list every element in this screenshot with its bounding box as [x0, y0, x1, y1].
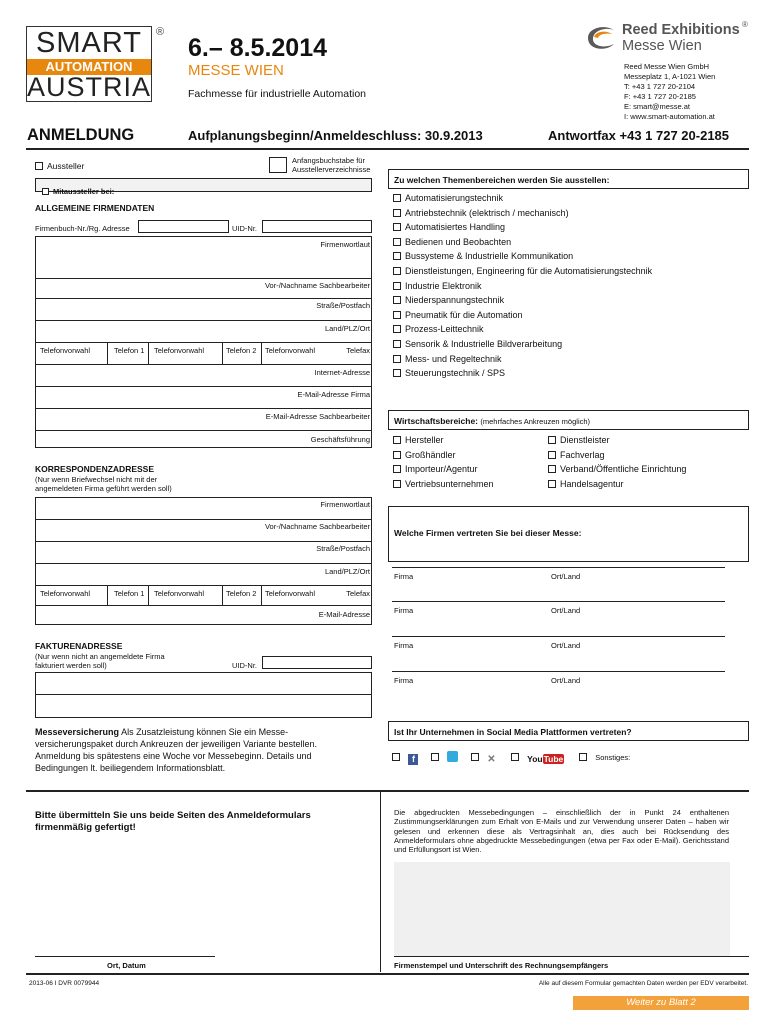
- note-line: (Nur wenn nicht an angemeldete Firma: [35, 652, 165, 661]
- twitter-checkbox[interactable]: [431, 753, 439, 761]
- reed-address-line: F: +43 1 727 20-2185: [624, 92, 696, 101]
- logo-registered: ®: [156, 26, 165, 38]
- aussteller-option[interactable]: [35, 161, 84, 171]
- divider: [107, 342, 108, 364]
- wirtschaft-title: [394, 416, 590, 426]
- korr-email-label: E-Mail-Adresse: [318, 610, 370, 619]
- vorname-label: Vor-/Nachname Sachbearbeiter: [264, 281, 370, 290]
- reed-swoosh-icon: [584, 22, 620, 52]
- bitte-line: Bitte übermitteln Sie uns beide Seiten des Anmeldeformulars: [35, 810, 311, 821]
- reed-address-line: E: smart@messe.at: [624, 102, 690, 111]
- telefon1-label: Telefon 1: [114, 346, 145, 355]
- themen-title: Zu welchen Themenbereichen werden Sie ausstellen:: [394, 175, 610, 185]
- anfangsbuchstabe-box[interactable]: [269, 157, 287, 173]
- themen-label: Antriebstechnik (elektrisch / mechanisch): [405, 207, 569, 218]
- event-subtitle: Fachmesse für industrielle Automation: [188, 88, 367, 100]
- divider: [222, 585, 223, 605]
- firmenwortlaut-label: Firmenwortlaut: [320, 240, 370, 249]
- versicherung-line: Als Zusatzleistung können Sie ein Messe-: [121, 727, 289, 737]
- reed-address-line: Messeplatz 1, A-1021 Wien: [624, 72, 716, 81]
- korr-vorname-label: Vor-/Nachname Sachbearbeiter: [264, 522, 370, 531]
- themen-checkbox[interactable]: [393, 296, 401, 304]
- wirtschaft-checkbox[interactable]: [393, 451, 401, 459]
- reed-sub: Messe Wien: [622, 38, 702, 54]
- divider: [35, 585, 372, 586]
- wirtschaft-checkbox[interactable]: [393, 480, 401, 488]
- logo-austria: AUSTRIA: [27, 72, 152, 102]
- themen-checkbox[interactable]: [393, 252, 401, 260]
- section-rule: [26, 790, 749, 792]
- anfangsbuchstabe-label: [292, 156, 370, 174]
- firma-line[interactable]: [392, 567, 725, 568]
- ortland-label: Ort/Land: [551, 641, 581, 650]
- mitaussteller-checkbox[interactable]: [42, 188, 49, 195]
- themen-option[interactable]: [393, 222, 505, 233]
- telefax-label: Telefax: [346, 346, 370, 355]
- edv-text: Alle auf diesem Formular gemachten Daten werden per EDV verarbeitet.: [538, 980, 748, 987]
- ortland-label: Ort/Land: [551, 676, 581, 685]
- wirtschaft-label: Importeur/Agentur: [405, 464, 478, 475]
- korr-telefonvorwahl3-label: Telefonvorwahl: [265, 589, 316, 598]
- wirtschaft-option[interactable]: [548, 450, 605, 461]
- themen-checkbox[interactable]: [393, 223, 401, 231]
- firma-line[interactable]: [392, 601, 725, 602]
- korr-telefon2-label: Telefon 2: [226, 589, 257, 598]
- uid-input[interactable]: [262, 220, 372, 233]
- wirtschaft-label: Dienstleister: [560, 435, 610, 445]
- telefonvorwahl-label: Telefonvorwahl: [40, 346, 91, 355]
- themen-label: Pneumatik für die Automation: [405, 309, 523, 320]
- wirtschaft-title-label: Wirtschaftsbereiche:: [394, 416, 479, 426]
- divider: [35, 563, 372, 564]
- twitter-icon: [447, 751, 458, 762]
- divider: [35, 278, 372, 279]
- divider: [35, 364, 372, 365]
- firma-label: Firma: [394, 676, 414, 685]
- versicherung-line: Anmeldung bis spätestens eine Woche vor Messebeginn. Details und: [35, 751, 312, 761]
- note-line: angemeldeten Firma geführt werden soll): [35, 484, 172, 493]
- reed-logo: [584, 20, 754, 60]
- stempel-label: Firmenstempel und Unterschrift des Rechnungsempfängers: [394, 961, 609, 970]
- divider: [35, 519, 372, 520]
- deadline: Aufplanungsbeginn/Anmeldeschluss: 30.9.2013: [188, 128, 483, 143]
- themen-option[interactable]: [393, 295, 504, 306]
- themen-checkbox[interactable]: [393, 194, 401, 202]
- divider: [35, 298, 372, 299]
- logo-smart: SMART: [36, 27, 142, 59]
- themen-option[interactable]: [393, 324, 484, 335]
- anfangsbuchstabe-line: Ausstellerverzeichnisse: [292, 165, 371, 174]
- themen-label: Bussysteme & Industrielle Kommunikation: [405, 251, 574, 262]
- youtube-icon: [527, 754, 564, 765]
- themen-option[interactable]: [393, 310, 523, 321]
- fakturen-block[interactable]: [35, 672, 372, 718]
- firmenbuch-label: Firmenbuch-Nr./Rg. Adresse: [35, 224, 130, 233]
- reed-registered: ®: [742, 20, 748, 29]
- divider: [222, 342, 223, 364]
- smart-automation-logo: [26, 26, 152, 102]
- wirtschaft-checkbox[interactable]: [548, 480, 556, 488]
- fakturen-note: [35, 652, 165, 670]
- heading-rule: [26, 148, 749, 150]
- stempel-line: [394, 956, 749, 957]
- themen-label: Bedienen und Beobachten: [405, 236, 512, 247]
- ortland-label: Ort/Land: [551, 572, 581, 581]
- youtube-you: You: [527, 754, 543, 764]
- wirtschaft-option[interactable]: [393, 479, 494, 490]
- themen-option[interactable]: [393, 339, 562, 350]
- geschaeft-label: Geschäftsführung: [310, 435, 370, 444]
- bedingungen-text: Die abgedruckten Messebedingungen – einschließlich der in Punkt 24 enthaltenen Zustimmungserklärungen zum Erhalt von E-Mails und zur Verwendung unserer Daten – haben wir gelesen und erkennen diese als Vertragsinhalt an, dies auch bei Rücksendung des Anmeldeformulars ohne abgedruckte Messebedingungen (etwa per Fax oder E-Mail). Gerichtsstand und Erfüllungsort ist Wien.: [394, 808, 729, 855]
- themen-checkbox[interactable]: [393, 355, 401, 363]
- telefonvorwahl2-label: Telefonvorwahl: [154, 346, 205, 355]
- footer-rule: [26, 973, 749, 975]
- themen-option[interactable]: [393, 251, 573, 262]
- fakturen-heading: FAKTURENADRESSE: [35, 641, 123, 651]
- themen-label: Automatisierungstechnik: [405, 193, 504, 203]
- event-venue: MESSE WIEN: [188, 62, 284, 79]
- telefonvorwahl3-label: Telefonvorwahl: [265, 346, 316, 355]
- divider: [35, 386, 372, 387]
- ortland-label: Ort/Land: [551, 606, 581, 615]
- wirtschaft-label: Großhändler: [405, 449, 456, 460]
- wirtschaft-label: Fachverlag: [560, 449, 605, 460]
- facebook-icon: f: [408, 754, 418, 765]
- strasse-label: Straße/Postfach: [316, 301, 370, 310]
- weiter-button[interactable]: [573, 996, 749, 1010]
- divider: [261, 585, 262, 605]
- wirtschaft-label: Handelsagentur: [560, 478, 624, 489]
- youtube-tube: Tube: [543, 754, 564, 764]
- note-line: fakturiert werden soll): [35, 661, 107, 670]
- firmenstempel-area[interactable]: [394, 862, 730, 956]
- allgemeine-firmendaten-heading: ALLGEMEINE FIRMENDATEN: [35, 203, 155, 213]
- firma-line[interactable]: [392, 636, 725, 637]
- wirtschaft-note: (mehrfaches Ankreuzen möglich): [480, 417, 591, 426]
- themen-checkbox[interactable]: [393, 238, 401, 246]
- themen-option[interactable]: [393, 281, 482, 292]
- reed-name: Reed Exhibitions: [622, 22, 740, 38]
- sonstiges-label: Sonstiges:: [595, 753, 631, 762]
- firma-label: Firma: [394, 572, 414, 581]
- themen-label: Dienstleistungen, Engineering für die Automatisierungstechnik: [405, 266, 653, 276]
- firmen-title: Welche Firmen vertreten Sie bei dieser Messe:: [394, 528, 582, 538]
- versicherung-title: Messeversicherung: [35, 727, 120, 737]
- firma-label: Firma: [394, 641, 414, 650]
- themen-checkbox[interactable]: [393, 267, 401, 275]
- themen-checkbox[interactable]: [393, 282, 401, 290]
- bottom-divider: [380, 791, 381, 972]
- facebook-checkbox[interactable]: [392, 753, 400, 761]
- wirtschaft-option[interactable]: [393, 450, 456, 461]
- korr-land-label: Land/PLZ/Ort: [324, 567, 370, 576]
- logo-automation: AUTOMATION: [27, 59, 151, 75]
- ort-datum-label: Ort, Datum: [107, 961, 146, 970]
- korr-telefonvorwahl-label: Telefonvorwahl: [40, 589, 91, 598]
- reed-address-line: Reed Messe Wien GmbH: [624, 62, 710, 71]
- reed-address-line: I: www.smart-automation.at: [624, 112, 715, 121]
- korr-firmenwortlaut-label: Firmenwortlaut: [320, 500, 370, 509]
- themen-label: Niederspannungstechnik: [405, 295, 505, 306]
- social-title: Ist Ihr Unternehmen in Social Media Plattformen vertreten?: [394, 727, 632, 737]
- mitaussteller-label: Mitaussteller bei:: [53, 187, 115, 196]
- wirtschaft-option[interactable]: [548, 479, 624, 490]
- anmeldung-title: ANMELDUNG: [27, 126, 135, 144]
- telefon2-label: Telefon 2: [226, 346, 257, 355]
- weiter-label: Weiter zu Blatt 2: [626, 997, 696, 1008]
- divider: [148, 342, 149, 364]
- themen-label: Automatisiertes Handling: [405, 222, 506, 233]
- korrespondenz-heading: KORRESPONDENZADRESSE: [35, 464, 155, 474]
- email-sach-label: E-Mail-Adresse Sachbearbeiter: [265, 412, 370, 421]
- wirtschaft-option[interactable]: [393, 435, 444, 446]
- firma-label: Firma: [394, 606, 414, 615]
- wirtschaft-label: Verband/Öffentliche Einrichtung: [560, 464, 687, 475]
- korr-strasse-label: Straße/Postfach: [316, 544, 370, 553]
- divider: [148, 585, 149, 605]
- wirtschaft-label: Hersteller: [405, 435, 444, 445]
- themen-option[interactable]: [393, 368, 505, 379]
- uid-label: UID-Nr.: [232, 224, 257, 233]
- themen-label: Mess- und Regeltechnik: [405, 353, 502, 364]
- bitte-text: [35, 810, 311, 834]
- reed-address: [624, 62, 715, 122]
- korr-telefax-label: Telefax: [346, 589, 370, 598]
- themen-option[interactable]: [393, 237, 511, 248]
- ort-datum-line: [35, 956, 215, 957]
- divider: [35, 320, 372, 321]
- themen-option[interactable]: [393, 354, 502, 365]
- korrespondenz-note: [35, 475, 172, 493]
- divider: [261, 342, 262, 364]
- divider: [35, 694, 372, 695]
- themen-checkbox[interactable]: [393, 325, 401, 333]
- divider: [35, 605, 372, 606]
- themen-checkbox[interactable]: [393, 209, 401, 217]
- xing-icon: ✕: [487, 754, 496, 765]
- korr-telefonvorwahl2-label: Telefonvorwahl: [154, 589, 205, 598]
- firmenbuch-input[interactable]: [138, 220, 229, 233]
- internet-label: Internet-Adresse: [314, 368, 370, 377]
- event-dates: 6.– 8.5.2014: [188, 34, 328, 62]
- versicherung-line: Bedingungen lt. beiliegendem Informationsblatt.: [35, 763, 226, 773]
- wirtschaft-label: Vertriebsunternehmen: [405, 478, 494, 489]
- themen-label: Industrie Elektronik: [405, 280, 482, 291]
- wirtschaft-checkbox[interactable]: [393, 436, 401, 444]
- themen-option[interactable]: [393, 208, 569, 219]
- sonstiges-checkbox[interactable]: [579, 753, 587, 761]
- divider: [35, 541, 372, 542]
- mitaussteller-field[interactable]: [35, 178, 372, 196]
- anfangsbuchstabe-line: Anfangsbuchstabe für: [292, 156, 365, 165]
- divider: [35, 408, 372, 409]
- wirtschaft-option[interactable]: [548, 464, 686, 475]
- wirtschaft-option[interactable]: [393, 464, 478, 475]
- wirtschaft-checkbox[interactable]: [548, 465, 556, 473]
- themen-label: Prozess-Leittechnik: [405, 324, 484, 335]
- wirtschaft-checkbox[interactable]: [393, 465, 401, 473]
- wirtschaft-checkbox[interactable]: [548, 436, 556, 444]
- korr-telefon1-label: Telefon 1: [114, 589, 145, 598]
- email-firma-label: E-Mail-Adresse Firma: [297, 390, 370, 399]
- firma-line[interactable]: [392, 671, 725, 672]
- divider: [35, 342, 372, 343]
- divider: [35, 430, 372, 431]
- bitte-line: firmenmäßig gefertigt!: [35, 822, 136, 833]
- themen-checkbox[interactable]: [393, 340, 401, 348]
- reed-address-line: T: +43 1 727 20-2104: [624, 82, 696, 91]
- aussteller-checkbox[interactable]: [35, 162, 43, 170]
- themen-checkbox[interactable]: [393, 311, 401, 319]
- messeversicherung-text: [35, 726, 355, 774]
- land-label: Land/PLZ/Ort: [324, 324, 370, 333]
- divider: [107, 585, 108, 605]
- versicherung-line: versicherungspaket durch Ankreuzen der jeweiligen Variante bestellen.: [35, 739, 318, 749]
- youtube-checkbox[interactable]: [511, 753, 519, 761]
- xing-checkbox[interactable]: [471, 753, 479, 761]
- social-row: [392, 747, 631, 765]
- themen-label: Steuerungstechnik / SPS: [405, 368, 506, 379]
- note-line: (Nur wenn Briefwechsel nicht mit der: [35, 475, 158, 484]
- aussteller-label: Aussteller: [47, 161, 85, 171]
- fakturen-uid-label: UID-Nr.: [232, 661, 257, 670]
- themen-label: Sensorik & Industrielle Bildverarbeitung: [405, 339, 563, 349]
- themen-option[interactable]: [393, 193, 503, 204]
- themen-checkbox[interactable]: [393, 369, 401, 377]
- answer-fax: Antwortfax +43 1 727 20-2185: [548, 128, 730, 143]
- dvr-text: 2013-06 I DVR 0079944: [29, 980, 100, 987]
- wirtschaft-option[interactable]: [548, 435, 610, 446]
- themen-option[interactable]: [393, 266, 652, 277]
- fakturen-uid-input[interactable]: [262, 656, 372, 669]
- wirtschaft-checkbox[interactable]: [548, 451, 556, 459]
